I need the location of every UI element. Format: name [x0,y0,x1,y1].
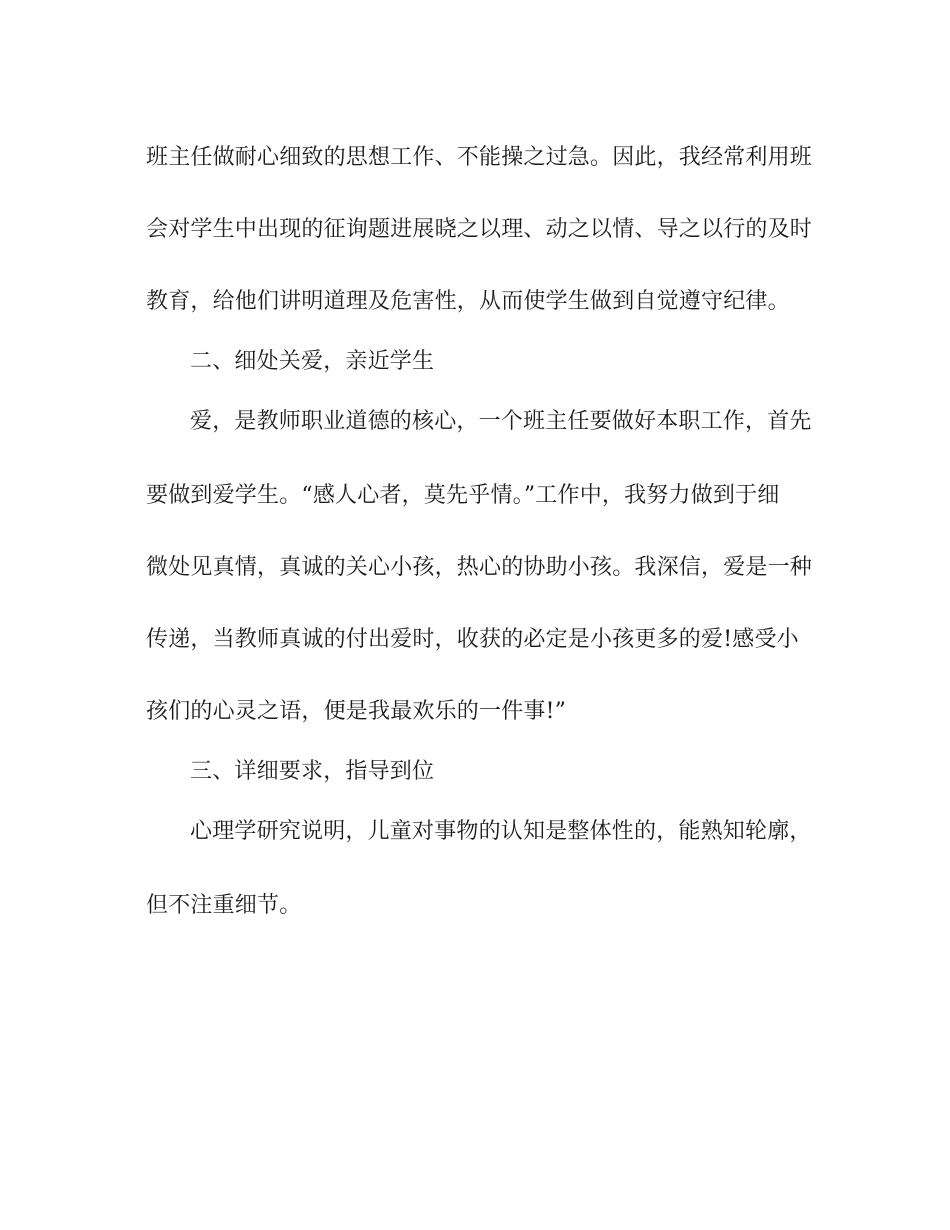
text-line: 会对学生中出现的征询题进展晓之以理、动之以情、导之以行的及时 [146,217,813,242]
section-heading: 二、细处关爱，亲近学生 [190,349,435,374]
text-line: 爱，是教师职业道德的核心，一个班主任要做好本职工作，首先 [190,409,812,434]
text-line: 微处见真情，真诚的关心小孩，热心的协助小孩。我深信，爱是一种 [146,555,813,580]
text-line: 教育，给他们讲明道理及危害性，从而使学生做到自觉遵守纪律。 [146,289,790,314]
text-line: 但不注重细节。 [146,893,302,918]
section-heading: 三、详细要求，指导到位 [190,759,435,784]
text-line: 班主任做耐心细致的思想工作、不能操之过急。因此，我经常利用班 [146,145,813,170]
text-line: 孩们的心灵之语，便是我最欢乐的一件事!” [146,699,567,724]
text-line: 心理学研究说明，儿童对事物的认知是整体性的，能熟知轮廓， [190,819,812,844]
text-line: 要做到爱学生。“感人心者，莫先乎情。”工作中，我努力做到于细 [146,483,780,508]
text-line: 传递，当教师真诚的付出爱时，收获的必定是小孩更多的爱!感受小 [146,627,799,652]
